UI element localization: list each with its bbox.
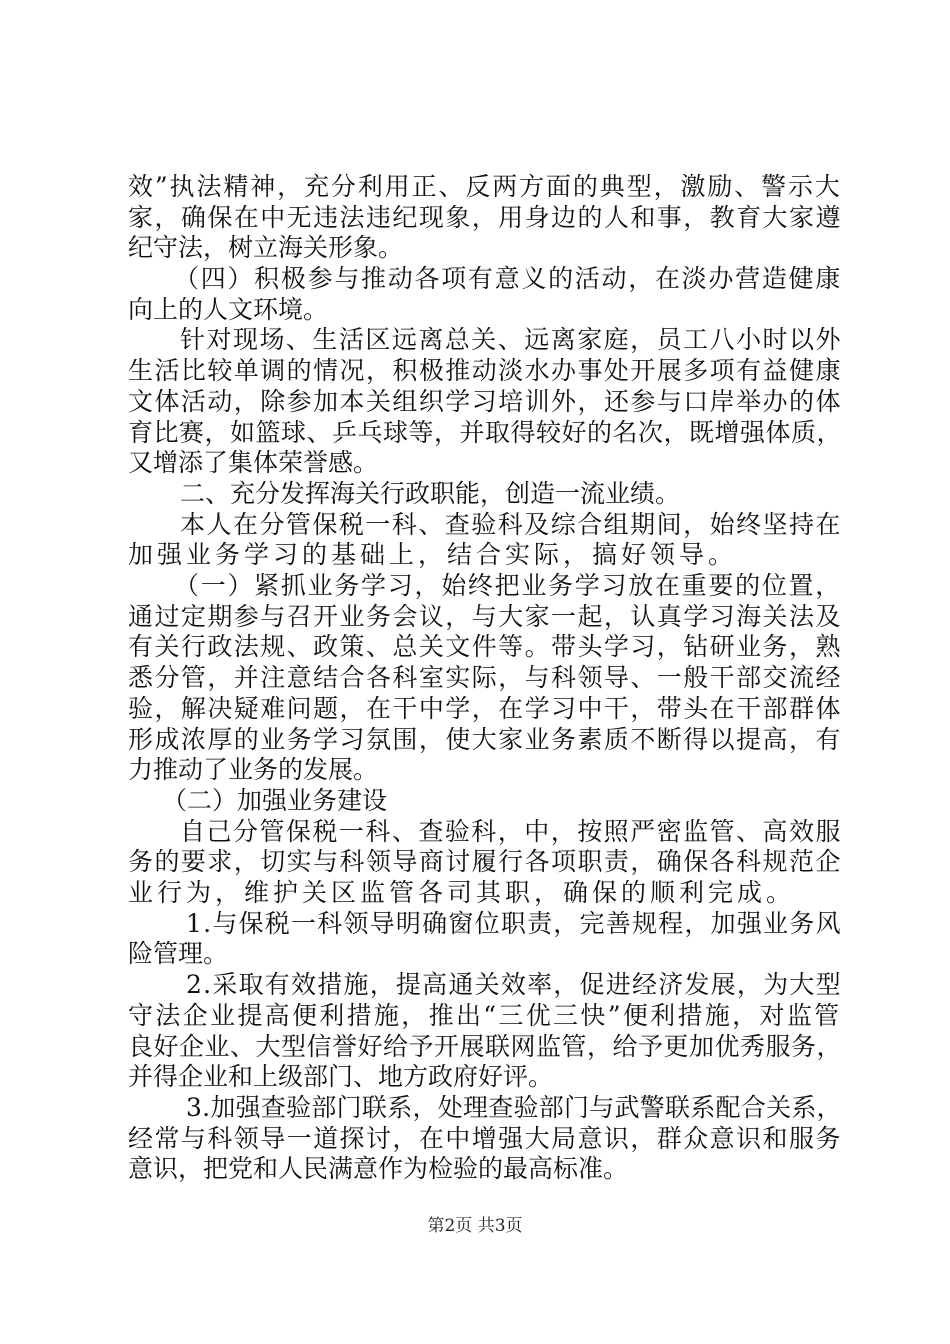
text-line: 力推动了业务的发展。 xyxy=(128,755,379,784)
text-line: 并得企业和上级部门、地方政府好评。 xyxy=(128,1062,554,1091)
text-line: （四）积极参与推动各项有意义的活动，在淡办营造健康 xyxy=(174,264,843,293)
text-line: 加强业务学习的基础上，结合实际，搞好领导。 xyxy=(128,540,738,569)
text-line: 自己分管保税一科、查验科，中，按照严密监管、高效服 xyxy=(180,817,843,846)
text-line: 意识，把党和人民满意作为检验的最高标准。 xyxy=(128,1154,629,1183)
text-line: 育比赛，如篮球、乒乓球等，并取得较好的名次，既增强体质， xyxy=(128,418,843,447)
text-line: 良好企业、大型信誉好给予开展联网监管，给予更加优秀服务， xyxy=(128,1032,843,1061)
section-heading: 二、充分发挥海关行政职能，创造一流业绩。 xyxy=(180,479,681,508)
text-line: 效”执法精神，充分利用正、反两方面的典型，激励、警示大 xyxy=(128,172,842,201)
text-line: 通过定期参与召开业务会议，与大家一起，认真学习海关法及 xyxy=(128,602,842,631)
subsection-heading: （二）加强业务建设 xyxy=(162,786,388,815)
text-line: 又增添了集体荣誉感。 xyxy=(128,448,379,477)
list-item: 2.采取有效措施，提高通关效率，促进经济发展，为大型 xyxy=(186,970,842,999)
page-number-footer: 第2页 共3页 xyxy=(427,1216,523,1236)
text-line: 务的要求，切实与科领导商讨履行各项职责，确保各科规范企 xyxy=(128,847,842,876)
text-line: 本人在分管保税一科、查验科及综合组期间，始终坚持在 xyxy=(180,510,843,539)
text-line: 家，确保在中无违法违纪现象，用身边的人和事，教育大家遵 xyxy=(128,203,842,232)
text-line: 守法企业提高便利措施，推出“三优三快”便利措施，对监管 xyxy=(128,1001,842,1030)
list-item: 1.与保税一科领导明确窗位职责，完善规程，加强业务风 xyxy=(186,909,842,938)
text-line: 纪守法，树立海关形象。 xyxy=(128,233,404,262)
list-item: 3.加强查验部门联系，处理查验部门与武警联系配合关系， xyxy=(186,1093,842,1122)
text-line: 针对现场、生活区远离总关、远离家庭，员工八小时以外 xyxy=(180,325,843,354)
text-line: 形成浓厚的业务学习氛围，使大家业务素质不断得以提高，有 xyxy=(128,725,842,754)
text-line: 有关行政法规、政策、总关文件等。带头学习，钻研业务，熟 xyxy=(128,632,842,661)
text-line: 悉分管，并注意结合各科室实际，与科领导、一般干部交流经 xyxy=(128,663,842,692)
text-line: 向上的人文环境。 xyxy=(128,295,329,324)
text-line: （一）紧抓业务学习，始终把业务学习放在重要的位置， xyxy=(174,571,843,600)
text-line: 验，解决疑难问题，在干中学，在学习中干，带头在干部群体 xyxy=(128,694,842,723)
text-line: 生活比较单调的情况，积极推动淡水办事处开展多项有益健康 xyxy=(128,356,842,385)
text-line: 险管理。 xyxy=(128,939,229,968)
text-line: 经常与科领导一道探讨，在中增强大局意识，群众意识和服务 xyxy=(128,1124,842,1153)
text-line: 业行为，维护关区监管各司其职，确保的顺利完成。 xyxy=(128,878,796,907)
text-line: 文体活动，除参加本关组织学习培训外，还参与口岸举办的体 xyxy=(128,387,842,416)
